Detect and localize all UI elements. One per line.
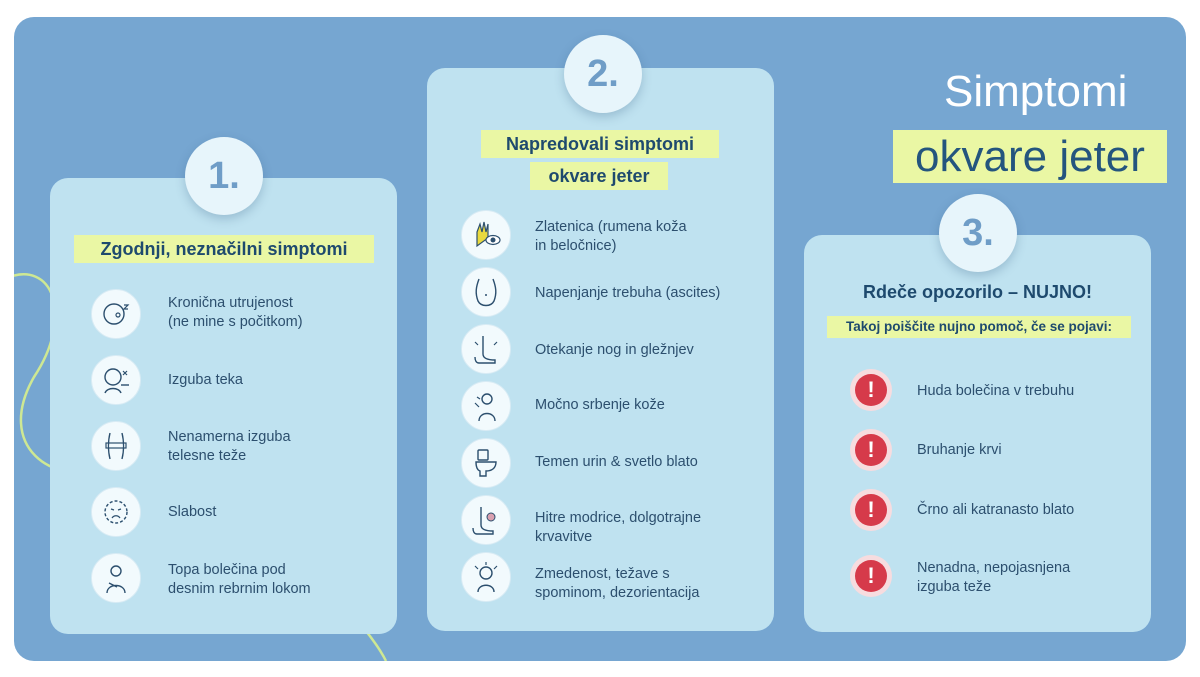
item-text: Izguba teka (168, 372, 243, 388)
swollen-belly-icon (461, 267, 511, 317)
measuring-waist-icon (91, 421, 141, 471)
early-symptoms-heading: Zgodnji, neznačilni simptomi (74, 235, 374, 263)
confused-person-icon (461, 552, 511, 602)
advanced-symptoms-heading-line1: Napredovali simptomi (481, 130, 719, 158)
item-text: Močno srbenje kože (535, 397, 665, 413)
item-text: Zmedenost, težave s spominom, dezorientacija (535, 566, 700, 601)
item-text: Hitre modrice, dolgotrajne krvavitve (535, 510, 702, 545)
item-text: Zlatenica (rumena koža in beločnice) (535, 219, 687, 254)
exclamation-alert-icon: ! (850, 489, 892, 531)
advanced-symptoms-heading-line2: okvare jeter (530, 162, 668, 190)
section-number-3: 3. (939, 194, 1017, 272)
red-flag-heading: Rdeče opozorilo – NUJNO! (862, 282, 1093, 302)
infographic-background (14, 17, 1186, 661)
rib-pain-icon (91, 553, 141, 603)
item-text: Huda bolečina v trebuhu (917, 383, 1075, 399)
red-flag-subheading: Takoj poiščite nujno pomoč, če se pojavi: (827, 316, 1131, 338)
item-text: Otekanje nog in gležnjev (535, 342, 694, 358)
item-text: Napenjanje trebuha (ascites) (535, 285, 721, 301)
yellow-hand-eye-icon (461, 210, 511, 260)
item-text: Črno ali katranasto blato (917, 502, 1075, 518)
refusing-food-icon (91, 355, 141, 405)
toilet-icon (461, 438, 511, 488)
page-title-line1: Simptomi (944, 67, 1128, 116)
bruised-foot-icon (461, 495, 511, 545)
weak-face-icon (91, 487, 141, 537)
item-text: Topa bolečina pod desnim rebrnim lokom (168, 562, 311, 597)
item-text: Temen urin & svetlo blato (535, 454, 698, 470)
yawning-person-icon (91, 289, 141, 339)
page-title-line2: okvare jeter (893, 130, 1167, 183)
item-text: Nenamerna izguba telesne teže (168, 429, 291, 464)
exclamation-alert-icon: ! (850, 369, 892, 411)
item-text: Bruhanje krvi (917, 442, 1002, 458)
exclamation-alert-icon: ! (850, 429, 892, 471)
swollen-ankle-icon (461, 324, 511, 374)
section-number-1: 1. (185, 137, 263, 215)
item-text: Slabost (168, 504, 217, 520)
item-text: Kronična utrujenost (ne mine s počitkom) (168, 295, 303, 330)
itching-skin-icon (461, 381, 511, 431)
exclamation-alert-icon: ! (850, 555, 892, 597)
item-text: Nenadna, nepojasnjena izguba teže (917, 560, 1071, 595)
section-number-2: 2. (564, 35, 642, 113)
